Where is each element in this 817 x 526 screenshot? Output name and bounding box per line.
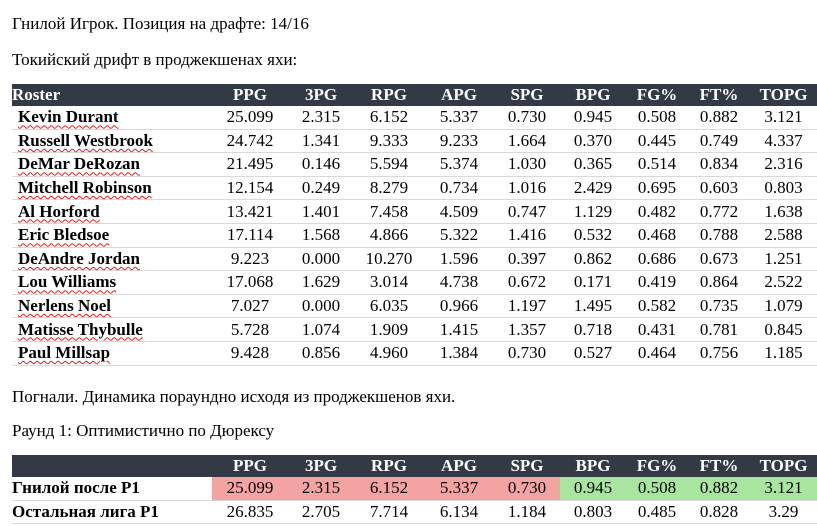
round-col-apg: APG — [424, 455, 494, 477]
roster-col-rpg: RPG — [354, 84, 424, 106]
stat-cell-apg: 1.384 — [424, 341, 494, 365]
roster-col-topg: TOPG — [750, 84, 817, 106]
stat-cell-spg: 1.197 — [494, 294, 560, 318]
player-name — [12, 247, 212, 271]
roster-header-row — [12, 84, 817, 106]
stat-cell-ppg: 5.728 — [212, 318, 288, 342]
round-col-fgpct: FG% — [626, 455, 688, 477]
stat-cell-apg: 5.337 — [424, 106, 494, 129]
stat-cell-topg: 2.522 — [750, 271, 817, 295]
stat-cell-fgpct: 0.508 — [626, 106, 688, 129]
stat-cell-topg: 2.588 — [750, 223, 817, 247]
stat-cell-3pg: 0.000 — [288, 247, 354, 271]
stat-cell-spg: 1.416 — [494, 223, 560, 247]
stat-cell-rpg: 3.014 — [354, 271, 424, 295]
stat-cell-rpg: 4.866 — [354, 223, 424, 247]
stat-cell-fgpct: 0.514 — [626, 153, 688, 177]
stat-cell-fgpct: 0.445 — [626, 129, 688, 153]
stat-cell-topg: 1.079 — [750, 294, 817, 318]
player-name-text: Al Horford — [18, 201, 100, 221]
stat-cell-apg: 1.596 — [424, 247, 494, 271]
stat-cell-bpg: 0.718 — [560, 318, 626, 342]
roster-col-bpg: BPG — [560, 84, 626, 106]
stat-cell-ftpct: 0.673 — [688, 247, 750, 271]
stat-cell-spg: 1.357 — [494, 318, 560, 342]
table-row — [12, 153, 817, 177]
stat-cell-rpg: 5.594 — [354, 153, 424, 177]
round-stat-ppg: 26.835 — [212, 500, 288, 524]
roster-col-fgpct: FG% — [626, 84, 688, 106]
stat-cell-fgpct: 0.464 — [626, 341, 688, 365]
player-name — [12, 271, 212, 295]
player-name — [12, 318, 212, 342]
stat-cell-bpg: 1.129 — [560, 200, 626, 224]
roster-col-ppg: PPG — [212, 84, 288, 106]
table-row — [12, 500, 817, 524]
stat-cell-ppg: 17.114 — [212, 223, 288, 247]
round-row-label: Гнилой после Р1 — [12, 477, 212, 500]
round-stat-topg: 3.29 — [750, 500, 817, 524]
stat-cell-fgpct: 0.582 — [626, 294, 688, 318]
round-col-rpg: RPG — [354, 455, 424, 477]
round-stat-fgpct: 0.508 — [626, 477, 688, 500]
stat-cell-rpg: 10.270 — [354, 247, 424, 271]
stat-cell-rpg: 4.960 — [354, 341, 424, 365]
player-name-text: Lou Williams — [18, 272, 117, 292]
table-row — [12, 294, 817, 318]
round-stat-spg: 0.730 — [494, 477, 560, 500]
round-stat-bpg: 0.945 — [560, 477, 626, 500]
stat-cell-3pg: 0.249 — [288, 176, 354, 200]
stat-cell-apg: 5.322 — [424, 223, 494, 247]
stat-cell-rpg: 7.458 — [354, 200, 424, 224]
stat-cell-ppg: 24.742 — [212, 129, 288, 153]
stat-cell-topg: 2.316 — [750, 153, 817, 177]
round-stat-rpg: 6.152 — [354, 477, 424, 500]
player-name — [12, 294, 212, 318]
stat-cell-ftpct: 0.781 — [688, 318, 750, 342]
stat-cell-spg: 0.397 — [494, 247, 560, 271]
player-name-text: DeAndre Jordan — [18, 248, 140, 268]
stat-cell-apg: 5.374 — [424, 153, 494, 177]
round-stat-apg: 6.134 — [424, 500, 494, 524]
round-stat-apg: 5.337 — [424, 477, 494, 500]
player-name-text: Paul Millsap — [18, 343, 111, 363]
round-stat-fgpct: 0.485 — [626, 500, 688, 524]
stat-cell-rpg: 9.333 — [354, 129, 424, 153]
round-row-label: Остальная лига Р1 — [12, 500, 212, 524]
roster-col-roster: Roster — [12, 84, 212, 106]
stat-cell-fgpct: 0.468 — [626, 223, 688, 247]
stat-cell-rpg: 6.152 — [354, 106, 424, 129]
round-heading: Раунд 1: Оптимистично по Дюрексу — [12, 421, 275, 440]
round1-table — [12, 455, 817, 524]
subtitle: Токийский дрифт в проджекшенах яхи: — [12, 50, 298, 69]
stat-cell-ftpct: 0.834 — [688, 153, 750, 177]
table-row — [12, 271, 817, 295]
roster-col-spg: SPG — [494, 84, 560, 106]
stat-cell-bpg: 0.370 — [560, 129, 626, 153]
stat-cell-topg: 1.185 — [750, 341, 817, 365]
round-col-ftpct: FT% — [688, 455, 750, 477]
table-row — [12, 223, 817, 247]
player-name — [12, 223, 212, 247]
roster-col-3pg: 3PG — [288, 84, 354, 106]
round-stat-bpg: 0.803 — [560, 500, 626, 524]
stat-cell-3pg: 1.341 — [288, 129, 354, 153]
round-col-ppg: PPG — [212, 455, 288, 477]
stat-cell-rpg: 1.909 — [354, 318, 424, 342]
player-name — [12, 153, 212, 177]
stat-cell-ftpct: 0.603 — [688, 176, 750, 200]
player-name — [12, 106, 212, 129]
roster-table — [12, 84, 817, 366]
round-col-3pg: 3PG — [288, 455, 354, 477]
player-name-text: Eric Bledsoe — [18, 225, 110, 245]
stat-cell-ppg: 9.223 — [212, 247, 288, 271]
stat-cell-topg: 0.845 — [750, 318, 817, 342]
paragraph-progress: Погнали. Динамика пораундно исходя из проджекшенов яхи. — [12, 387, 456, 406]
stat-cell-spg: 1.664 — [494, 129, 560, 153]
player-name-text: Mitchell Robinson — [18, 178, 152, 198]
player-name-text: Russell Westbrook — [18, 130, 153, 150]
stat-cell-fgpct: 0.419 — [626, 271, 688, 295]
round-stat-spg: 1.184 — [494, 500, 560, 524]
round-stat-3pg: 2.705 — [288, 500, 354, 524]
stat-cell-3pg: 0.000 — [288, 294, 354, 318]
stat-cell-bpg: 1.495 — [560, 294, 626, 318]
stat-cell-ftpct: 0.749 — [688, 129, 750, 153]
stat-cell-ppg: 7.027 — [212, 294, 288, 318]
stat-cell-spg: 1.016 — [494, 176, 560, 200]
round-stat-topg: 3.121 — [750, 477, 817, 500]
stat-cell-bpg: 2.429 — [560, 176, 626, 200]
round-col-spg: SPG — [494, 455, 560, 477]
player-name — [12, 200, 212, 224]
stat-cell-topg: 0.803 — [750, 176, 817, 200]
stat-cell-apg: 4.509 — [424, 200, 494, 224]
stat-cell-ftpct: 0.882 — [688, 106, 750, 129]
stat-cell-3pg: 0.856 — [288, 341, 354, 365]
roster-col-ftpct: FT% — [688, 84, 750, 106]
stat-cell-fgpct: 0.431 — [626, 318, 688, 342]
stat-cell-3pg: 1.568 — [288, 223, 354, 247]
stat-cell-apg: 0.966 — [424, 294, 494, 318]
stat-cell-ppg: 12.154 — [212, 176, 288, 200]
table-row — [12, 247, 817, 271]
stat-cell-topg: 4.337 — [750, 129, 817, 153]
stat-cell-ppg: 13.421 — [212, 200, 288, 224]
table-row — [12, 477, 817, 500]
stat-cell-ftpct: 0.735 — [688, 294, 750, 318]
stat-cell-spg: 1.030 — [494, 153, 560, 177]
stat-cell-spg: 0.730 — [494, 106, 560, 129]
table-row — [12, 176, 817, 200]
stat-cell-rpg: 8.279 — [354, 176, 424, 200]
player-name-text: Matisse Thybulle — [18, 319, 143, 339]
table-row — [12, 200, 817, 224]
player-name-text: Nerlens Noel — [18, 296, 112, 316]
table-row — [12, 318, 817, 342]
stat-cell-topg: 3.121 — [750, 106, 817, 129]
table-row — [12, 129, 817, 153]
round-stat-ftpct: 0.882 — [688, 477, 750, 500]
stat-cell-bpg: 0.171 — [560, 271, 626, 295]
roster-col-apg: APG — [424, 84, 494, 106]
stat-cell-bpg: 0.945 — [560, 106, 626, 129]
stat-cell-topg: 1.251 — [750, 247, 817, 271]
stat-cell-ftpct: 0.756 — [688, 341, 750, 365]
stat-cell-apg: 1.415 — [424, 318, 494, 342]
stat-cell-3pg: 0.146 — [288, 153, 354, 177]
player-name — [12, 341, 212, 365]
player-name-text: Kevin Durant — [18, 107, 119, 127]
stat-cell-ppg: 21.495 — [212, 153, 288, 177]
table-row — [12, 106, 817, 129]
stat-cell-apg: 0.734 — [424, 176, 494, 200]
stat-cell-ppg: 25.099 — [212, 106, 288, 129]
stat-cell-spg: 0.747 — [494, 200, 560, 224]
round-stat-ftpct: 0.828 — [688, 500, 750, 524]
stat-cell-spg: 0.672 — [494, 271, 560, 295]
player-name-text: DeMar DeRozan — [18, 154, 140, 174]
stat-cell-ftpct: 0.864 — [688, 271, 750, 295]
round-col-label — [12, 455, 212, 477]
stat-cell-fgpct: 0.695 — [626, 176, 688, 200]
stat-cell-ftpct: 0.788 — [688, 223, 750, 247]
stat-cell-spg: 0.730 — [494, 341, 560, 365]
stat-cell-ppg: 17.068 — [212, 271, 288, 295]
stat-cell-ppg: 9.428 — [212, 341, 288, 365]
page-title: Гнилой Игрок. Позиция на драфте: 14/16 — [12, 14, 309, 33]
round-col-bpg: BPG — [560, 455, 626, 477]
stat-cell-fgpct: 0.482 — [626, 200, 688, 224]
stat-cell-fgpct: 0.686 — [626, 247, 688, 271]
round-stat-rpg: 7.714 — [354, 500, 424, 524]
stat-cell-rpg: 6.035 — [354, 294, 424, 318]
stat-cell-apg: 4.738 — [424, 271, 494, 295]
stat-cell-3pg: 1.074 — [288, 318, 354, 342]
round-stat-3pg: 2.315 — [288, 477, 354, 500]
round-stat-ppg: 25.099 — [212, 477, 288, 500]
round1-header-row — [12, 455, 817, 477]
table-row — [12, 341, 817, 365]
stat-cell-3pg: 2.315 — [288, 106, 354, 129]
stat-cell-topg: 1.638 — [750, 200, 817, 224]
stat-cell-bpg: 0.862 — [560, 247, 626, 271]
stat-cell-bpg: 0.532 — [560, 223, 626, 247]
round-col-topg: TOPG — [750, 455, 817, 477]
stat-cell-bpg: 0.365 — [560, 153, 626, 177]
player-name — [12, 129, 212, 153]
stat-cell-apg: 9.233 — [424, 129, 494, 153]
stat-cell-bpg: 0.527 — [560, 341, 626, 365]
stat-cell-ftpct: 0.772 — [688, 200, 750, 224]
stat-cell-3pg: 1.401 — [288, 200, 354, 224]
stat-cell-3pg: 1.629 — [288, 271, 354, 295]
player-name — [12, 176, 212, 200]
